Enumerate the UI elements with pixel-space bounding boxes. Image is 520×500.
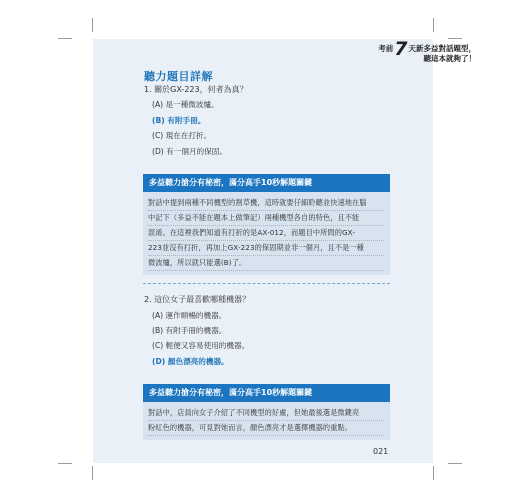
q2-option-c: (C) 輕便又容易使用的機器。 bbox=[152, 341, 250, 350]
crop-mark bbox=[92, 18, 93, 32]
tip-line: 粉紅色的機器，可見對她而言，顏色漂亮才是選擇機器的重點。 bbox=[148, 421, 384, 436]
tip-line: 對話中提到兩種不同機型的割草機，這時就要仔細聆聽並快速地在腦 bbox=[148, 196, 384, 211]
crop-mark bbox=[448, 38, 462, 39]
section-divider bbox=[143, 283, 390, 284]
tip-line: 混淆。在這裡我們知道有打折的是AX-012，而題目中所問的GX- bbox=[148, 226, 384, 241]
q1-option-c: (C) 現在在打折。 bbox=[152, 131, 212, 140]
tip-line: 對話中，店員向女子介紹了不同機型的好處，但她最後選是微鍵亮 bbox=[148, 406, 384, 421]
crop-mark bbox=[92, 466, 93, 480]
crop-mark bbox=[433, 466, 434, 480]
banner-number: 7 bbox=[394, 38, 408, 60]
section-title: 聽力題目詳解 bbox=[144, 70, 213, 83]
crop-mark bbox=[448, 463, 462, 464]
crop-mark bbox=[433, 18, 434, 32]
tip-line: 223並沒有打折，再加上GX-223的保固期並非一個月，且不是一種 bbox=[148, 241, 384, 256]
q2-option-d-answer: (D) 顏色漂亮的機器。 bbox=[152, 357, 229, 366]
q2-tip-body bbox=[143, 402, 390, 440]
crop-mark bbox=[58, 38, 72, 39]
page-number: 021 bbox=[373, 447, 389, 456]
banner-prefix: 考前 bbox=[378, 44, 394, 53]
banner-suffix: 天新多益對話題型， bbox=[408, 44, 476, 53]
question-1: 1. 關於GX-223，何者為真？ bbox=[144, 85, 248, 94]
q2-tip-title: 多益聽力搶分有秘密，滿分高手10秒解題關鍵 bbox=[143, 384, 390, 402]
tip-line: 微波爐，所以就只能選(B)了。 bbox=[148, 256, 384, 271]
q1-tip-title: 多益聽力搶分有秘密，滿分高手10秒解題關鍵 bbox=[143, 174, 390, 192]
header-banner bbox=[378, 38, 476, 63]
tip-line: 中記下（多益不能在題本上做筆記）兩種機型各自的特色，且不能 bbox=[148, 211, 384, 226]
q1-option-d: (D) 有一個月的保固。 bbox=[152, 147, 227, 156]
q1-option-b-answer: (B) 有附手冊。 bbox=[152, 116, 206, 125]
q2-option-a: (A) 運作順暢的機器。 bbox=[152, 311, 227, 320]
q2-option-b: (B) 有附手冊的機器。 bbox=[152, 326, 227, 335]
question-2: 2. 這位女子最喜歡哪種機器？ bbox=[144, 295, 251, 304]
crop-mark bbox=[58, 463, 72, 464]
q1-option-a: (A) 是一種微波爐。 bbox=[152, 100, 219, 109]
banner-line2: 聽這本就夠了！ bbox=[423, 54, 476, 63]
q1-tip-body bbox=[143, 192, 390, 275]
